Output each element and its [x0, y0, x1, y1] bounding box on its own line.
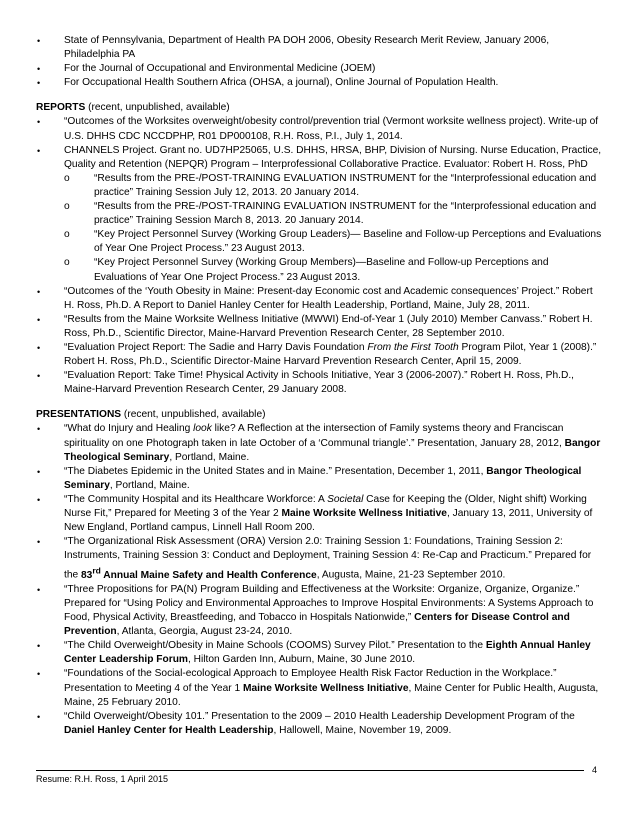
text-run: , January 13, 2011, University of New England, Portland campus, Linnell Hall Room 200.	[64, 508, 593, 534]
list-item-text	[64, 668, 598, 707]
presentations-heading-label: PRESENTATIONS	[36, 409, 122, 421]
bullet-icon: •	[37, 64, 41, 75]
list-item-text	[64, 423, 600, 462]
text-run: “Three Propositions for PA(N) Program Building and Effectiveness at the Worksite: Organize, Organize, Organize.” Prepared for “Using Policy and Environmental Approaches to Improve Hospital Environments: A Systems Approach to Food, Physical Activity, Breastfeeding, and Tobacco in Hospitals Nationwide,”	[64, 583, 594, 624]
presentations-heading	[36, 408, 602, 422]
text-run: “The Diabetes Epidemic in the United States and in Maine.” Presentation, December 1, 2011,	[64, 465, 487, 477]
text-run: , Augusta, Maine, 21-23 September 2010.	[316, 569, 506, 581]
ordinal-number: 83	[81, 569, 93, 581]
footer-text: Resume: R.H. Ross, 1 April 2015	[36, 774, 169, 784]
bullet-icon: •	[37, 466, 41, 477]
list-item-text	[64, 494, 592, 533]
bullet-icon: •	[37, 584, 41, 595]
bullet-icon: •	[37, 641, 41, 652]
list-item	[36, 710, 602, 738]
list-item-text: “Outcomes of the ‘Youth Obesity in Maine: Present-day Economic cost and Academic consequences’ Project.” Robert H. Ross, Ph.D. A Report to Daniel Hanley Center for Health Leadership, Portland, Maine, July 28, 2011.	[64, 285, 593, 311]
bullet-icon: •	[37, 342, 41, 353]
circle-bullet-icon: o	[64, 172, 70, 184]
list-item-text: For Occupational Health Southern Africa (OHSA, a journal), Online Journal of Population Health.	[64, 77, 499, 89]
bullet-icon: •	[37, 371, 41, 382]
reports-heading-label: REPORTS	[36, 102, 86, 114]
presentations-heading-note: (recent, unpublished, available)	[121, 409, 266, 421]
list-item	[36, 639, 602, 667]
list-item	[36, 34, 602, 62]
sub-list-item-text: “Results from the PRE-/POST-TRAINING EVALUATION INSTRUMENT for the “Interprofessional education and practice” Training Session March 8, 2013. 20 January 2014.	[94, 201, 597, 227]
resume-page-content	[36, 34, 602, 738]
list-item-text	[64, 536, 591, 581]
circle-bullet-icon: o	[64, 201, 70, 213]
sub-list-item	[36, 172, 602, 200]
text-run: “What do Injury and Healing	[64, 423, 194, 435]
text-run: like? A Reflection at the intersection of Family systems theory and Franciscan spirituality on one Photograph taken in late October of a ‘Communal triangle’.” Presentation, January 28, 2012,	[64, 423, 565, 449]
list-item	[36, 76, 602, 90]
bullet-icon: •	[37, 117, 41, 128]
bullet-icon: •	[37, 145, 41, 156]
bold-venue: Maine Worksite Wellness Initiative	[242, 682, 409, 694]
sub-list-item-text: “Key Project Personnel Survey (Working Group Members)—Baseline and Follow-up Perceptions and Evaluations of Year One Project Process.” 23 August 2013.	[94, 257, 549, 283]
bullet-icon: •	[37, 314, 41, 325]
text-run: “The Organizational Risk Assessment (ORA) Version 2.0: Training Session 1: Foundations, Training Session 2: Instruments, Training Session 3: Conduct and Deployment, Training Session 4: Re-Cap and Practicum.” Prepared for the	[64, 536, 592, 581]
page-number: 4	[592, 765, 598, 775]
sub-list-item	[36, 256, 602, 284]
list-item-text: State of Pennsylvania, Department of Health PA DOH 2006, Obesity Research Merit Review, January 2006, Philadelphia PA	[64, 35, 550, 61]
list-item	[36, 369, 602, 397]
text-run: Program Pilot, Year 1 (2008).” Robert H. Ross, Ph.D., Scientific Director-Maine Harvard Prevention Research Center, April 15, 2009.	[64, 341, 597, 368]
text-run: “The Community Hospital and its Healthcare Workforce: A	[64, 493, 328, 505]
list-item	[36, 115, 602, 143]
text-run: “Child Overweight/Obesity 101.” Presentation to the 2009 – 2010 Health Leadership Development Program of the	[64, 710, 575, 722]
bold-venue: Centers for Disease Control and Prevention	[64, 612, 570, 638]
text-run: “Foundations of the Social-ecological Approach to Employee Health Risk Factor Reduction in the Workplace.” Presentation to Meeting 4 of the Year 1	[64, 668, 557, 694]
bold-venue: Bangor Theological Seminary	[64, 465, 582, 491]
list-item	[36, 285, 602, 313]
footer-divider	[36, 770, 584, 771]
text-run: , Portland, Maine.	[109, 479, 190, 491]
list-item	[36, 341, 602, 369]
text-run: “Evaluation Project Report: The Sadie and Harry Davis Foundation	[64, 341, 368, 353]
reports-heading	[36, 101, 602, 115]
bullet-icon: •	[37, 711, 41, 722]
circle-bullet-icon: o	[64, 257, 70, 269]
bullet-icon: •	[37, 286, 41, 297]
circle-bullet-icon: o	[64, 229, 70, 241]
text-run: , Hilton Garden Inn, Auburn, Maine, 30 June 2010.	[187, 654, 416, 666]
list-item-text	[64, 466, 581, 491]
list-item-text: “Results from the Maine Worksite Wellness Initiative (MWWI) End-of-Year 1 (July 2010) Member Canvass.” Robert H. Ross, Ph.D., Scientific Director, Maine-Harvard Prevention Research Center, 28 September 2010.	[64, 313, 593, 339]
text-run: , Atlanta, Georgia, August 23-24, 2010.	[116, 626, 293, 638]
sub-list-item-text: “Key Project Personnel Survey (Working Group Leaders)— Baseline and Follow-up Perceptions and Evaluations of Year One Project Process.” 23 August 2013.	[94, 229, 602, 255]
list-item-text: CHANNELS Project. Grant no. UD7HP25065, U.S. DHHS, HRSA, BHP, Division of Nursing. Nurse Education, Practice, Quality and Retention (NEPQR) Program – Interprofessional Collaborative Practice. Evaluator: Robert H. Ross, PhD	[64, 144, 602, 170]
italic-word: look	[193, 423, 212, 435]
list-item-text	[64, 584, 593, 637]
list-item	[36, 465, 602, 493]
sub-list-item-text: “Results from the PRE-/POST-TRAINING EVALUATION INSTRUMENT for the “Interprofessional education and practice” Training Session July 12, 2013. 20 January 2014.	[94, 172, 597, 198]
bold-venue: Eighth Annual Hanley Center Leadership Forum	[64, 640, 591, 666]
list-item	[36, 535, 602, 583]
list-item-text	[64, 640, 591, 665]
list-item-text: “Evaluation Report: Take Time! Physical Activity in Schools Initiative, Year 3 (2006-2007).” Robert H. Ross, Ph.D., Maine-Harvard Prevention Research Center, 29 January 2008.	[64, 370, 574, 396]
list-item	[36, 62, 602, 76]
text-run: , Maine Center for Public Health, Augusta, Maine, 25 February 2010.	[64, 682, 599, 708]
bullet-icon: •	[37, 494, 41, 505]
bold-venue: Maine Worksite Wellness Initiative	[281, 508, 447, 519]
bullet-icon: •	[37, 36, 41, 46]
bullet-icon: •	[37, 669, 41, 680]
bold-venue: Daniel Hanley Center for Health Leadership	[64, 724, 274, 736]
list-item	[36, 493, 602, 535]
list-item-text: “Outcomes of the Worksites overweight/obesity control/prevention trial (Vermont worksite wellness project). Write-up of U.S. DHHS CDC NCCDPHP, R01 DP000108, R.H. Ross, P.I., July 1, 2014.	[64, 116, 599, 142]
text-run: , Portland, Maine.	[169, 451, 250, 463]
reports-heading-note: (recent, unpublished, available)	[85, 102, 230, 114]
bullet-icon: •	[37, 78, 41, 89]
list-item	[36, 422, 602, 464]
sub-list-item	[36, 228, 602, 256]
venue-name: Annual Maine Safety and Health Conference	[100, 569, 317, 581]
list-item	[36, 583, 602, 639]
italic-title: From the First Tooth	[367, 341, 459, 353]
ordinal-suffix: rd	[92, 565, 101, 576]
list-item	[36, 144, 602, 172]
list-item	[36, 667, 602, 709]
list-item-text	[64, 342, 596, 367]
text-run: Case for Keeping the (Older, Night shift) Working Nurse Fit,” Prepared for Meeting 3 of the Year 2	[64, 493, 587, 519]
bold-venue: Bangor Theological Seminary	[64, 437, 601, 463]
italic-word: Societal	[327, 493, 364, 505]
list-item	[36, 313, 602, 341]
bold-venue	[81, 565, 317, 581]
bullet-icon: •	[37, 424, 41, 435]
text-run: “The Child Overweight/Obesity in Maine Schools (COOMS) Survey Pilot.” Presentation to the	[64, 640, 486, 652]
bullet-icon: •	[37, 537, 41, 548]
sub-list-item	[36, 200, 602, 228]
list-item-text	[64, 711, 575, 736]
list-item-text: For the Journal of Occupational and Environmental Medicine (JOEM)	[64, 63, 376, 75]
text-run: , Hallowell, Maine, November 19, 2009.	[273, 724, 452, 736]
